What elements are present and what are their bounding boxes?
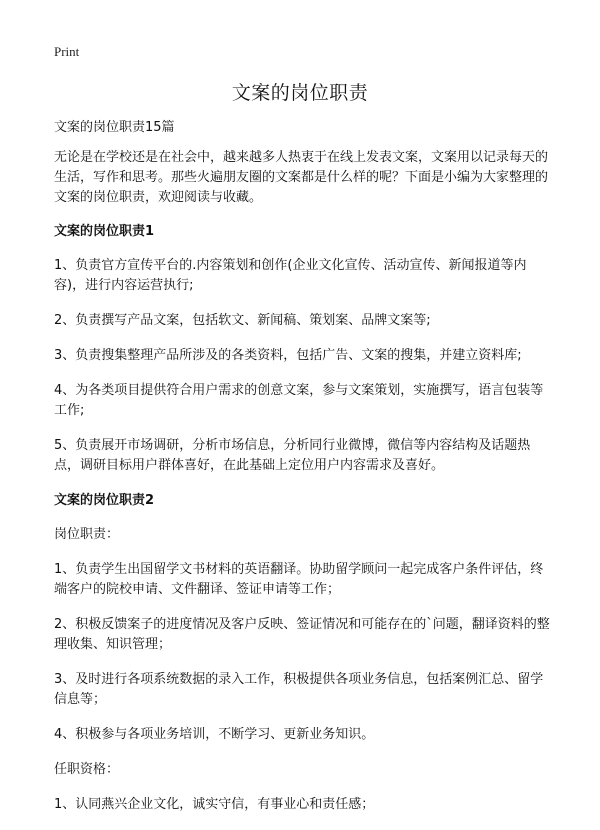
list-item: 3、负责搜集整理产品所涉及的各类资料，包括广告、文案的搜集，并建立资料库;: [54, 348, 522, 363]
section-heading-1: 文案的岗位职责1: [54, 224, 155, 239]
list-item: 3、及时进行各项系统数据的录入工作，积极提供各项业务信息，包括案例汇总、留学信息等；: [54, 672, 544, 707]
document-subtitle: 文案的岗位职责15篇: [54, 120, 175, 135]
list-item: 5、负责展开市场调研，分析市场信息，分析同行业微博，微信等内容结构及话题热点，调研目标用户群体喜好，在此基础上定位用户内容需求及喜好。: [54, 438, 531, 473]
list-item: 4、为各类项目提供符合用户需求的创意文案，参与文案策划，实施撰写，语言包装等工作;: [54, 383, 544, 418]
list-item: 2、积极反馈案子的进度情况及客户反映、签证情况和可能存在的`问题，翻译资料的整理收集、知识管理；: [54, 617, 550, 652]
list-item: 1、认同燕兴企业文化，诚实守信，有事业心和责任感；: [54, 797, 375, 812]
document-body: [54, 118, 554, 830]
list-item: 4、积极参与各项业务培训，不断学习、更新业务知识。: [54, 727, 375, 742]
list-item: 1、负责官方宣传平台的.内容策划和创作(企业文化宣传、活动宣传、新闻报道等内容)，进行内容运营执行;: [54, 258, 527, 293]
qualifications-label: 任职资格：: [54, 762, 120, 777]
duties-label: 岗位职责：: [54, 527, 120, 542]
print-label: Print: [54, 44, 80, 59]
list-item: 2、负责撰写产品文案，包括软文、新闻稿、策划案、品牌文案等;: [54, 313, 431, 328]
intro-paragraph: 无论是在学校还是在社会中，越来越多人热衷于在线上发表文案，文案用以记录每天的生活，写作和思考。那些火遍朋友圈的文案都是什么样的呢？下面是小编为大家整理的文案的岗位职责，欢迎阅读与收藏。: [54, 150, 549, 205]
section-heading-2: 文案的岗位职责2: [54, 493, 155, 508]
page-title: 文案的岗位职责: [231, 82, 369, 104]
list-item: 1、负责学生出国留学文书材料的英语翻译。协助留学顾问一起完成客户条件评估，终端客户的院校申请、文件翻译、签证申请等工作；: [54, 562, 544, 597]
